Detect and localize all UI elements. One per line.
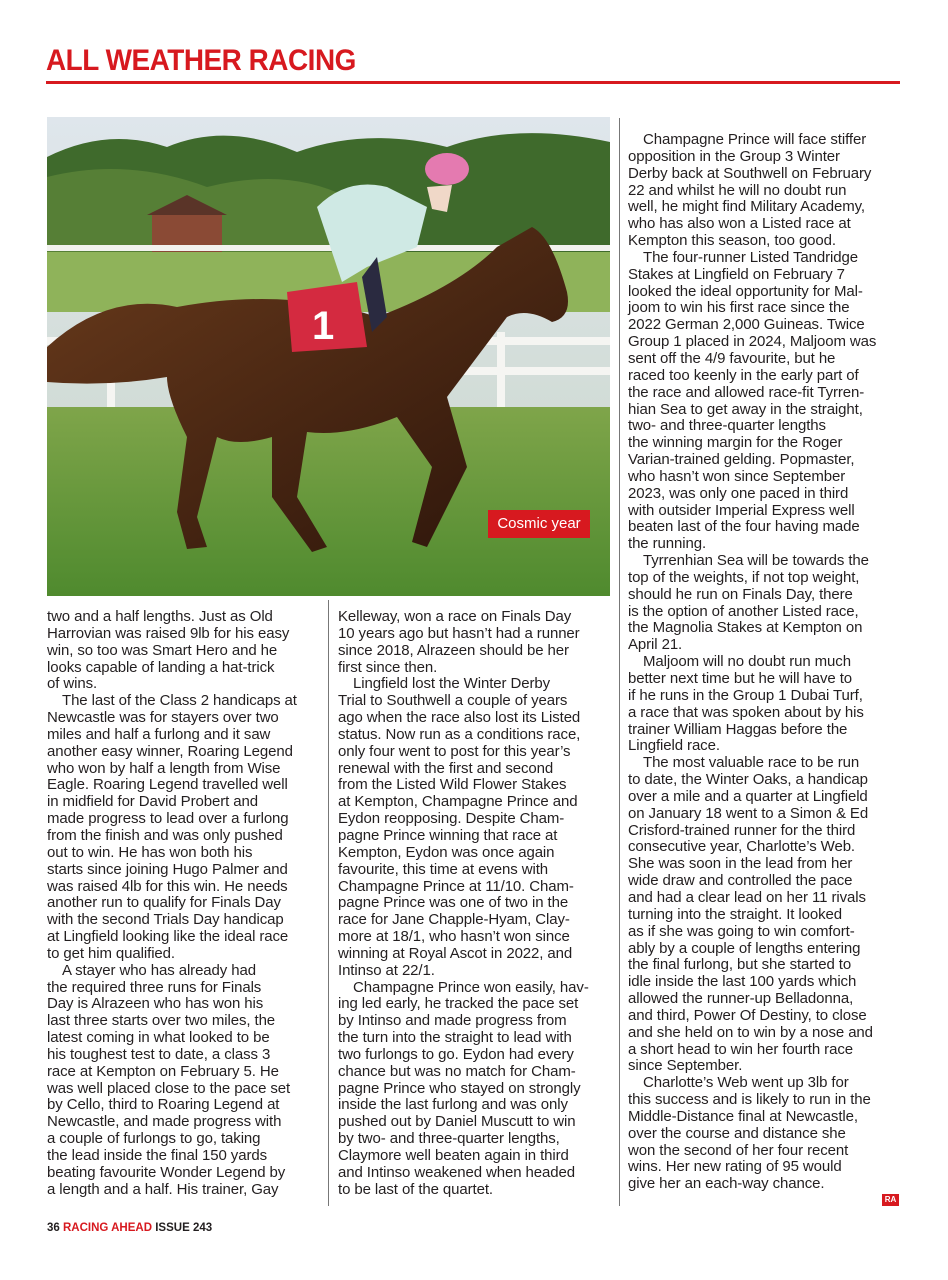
text-line: looked the ideal opportunity for Mal-	[628, 282, 863, 300]
article-paragraph	[338, 676, 589, 979]
text-line: pagne Prince who stayed on strongly	[338, 1079, 581, 1097]
text-line: The four-runner Listed Tandridge	[643, 248, 858, 266]
text-line: another easy winner, Roaring Legend	[47, 742, 293, 760]
text-line: who hasn’t won since September	[628, 467, 846, 485]
text-line: idle inside the last 100 yards which	[628, 973, 857, 991]
text-line: a couple of furlongs to go, taking	[47, 1130, 261, 1148]
text-line: to be last of the quartet.	[338, 1180, 494, 1198]
text-line: since 2018, Alrazeen should be her	[338, 641, 569, 659]
article-paragraph	[47, 693, 297, 963]
text-line: Newcastle was for stayers over two	[47, 709, 279, 727]
article-paragraph	[338, 980, 589, 1199]
text-line: Group 1 placed in 2024, Maljoom was	[628, 333, 877, 351]
article-paragraph	[628, 654, 876, 755]
text-line: She was soon in the lead from her	[628, 855, 853, 873]
text-line: latest coming in what looked to be	[47, 1029, 270, 1047]
text-line: Champagne Prince won easily, hav-	[353, 978, 589, 996]
text-line: over a mile and a quarter at Lingfield	[628, 787, 868, 805]
text-line: at Kempton, Champagne Prince and	[338, 793, 578, 811]
text-line: 2022 German 2,000 Guineas. Twice	[628, 316, 865, 334]
text-line: wins. Her new rating of 95 would	[628, 1158, 842, 1176]
text-line: Derby back at Southwell on February	[628, 164, 872, 182]
text-line: inside the last furlong and was only	[338, 1096, 568, 1114]
text-line: Newcastle, and made progress with	[47, 1113, 282, 1131]
text-line: Tyrrenhian Sea will be towards the	[643, 552, 869, 570]
text-line: trainer William Haggas before the	[628, 720, 848, 738]
text-line: better next time but he will have to	[628, 670, 853, 687]
photo-caption: Cosmic year	[488, 510, 590, 538]
text-line: two and a half lengths. Just as Old	[47, 608, 273, 625]
issue-number: ISSUE 243	[155, 1222, 213, 1234]
text-line: chance but was no match for Cham-	[338, 1062, 576, 1080]
text-line: pagne Prince was one of two in the	[338, 894, 569, 912]
page-footer	[47, 1222, 212, 1234]
text-line: by Intinso and made progress from	[338, 1012, 567, 1030]
text-line: and she held on to win by a nose and	[628, 1023, 873, 1041]
text-line: who won by half a length from Wise	[47, 759, 281, 777]
text-line: a short head to win her fourth race	[628, 1040, 853, 1058]
article-column-1	[47, 609, 297, 1199]
text-line: Middle-Distance final at Newcastle,	[628, 1107, 858, 1125]
text-line: to get him qualified.	[47, 944, 175, 962]
text-line: on January 18 went to a Simon & Ed	[628, 804, 869, 822]
text-line: beaten last of the four having made	[628, 518, 860, 536]
text-line: Lingfield race.	[628, 737, 720, 755]
text-line: two- and three-quarter lengths	[628, 417, 826, 435]
text-line: by Cello, third to Roaring Legend at	[47, 1096, 280, 1114]
text-line: at Lingfield looking like the ideal race	[47, 928, 289, 946]
article-paragraph	[628, 250, 876, 553]
text-line: Day is Alrazeen who has won his	[47, 995, 264, 1013]
text-line: from the Listed Wild Flower Stakes	[338, 776, 567, 794]
article-paragraph	[47, 963, 297, 1199]
article-column-3	[628, 132, 876, 1193]
article-paragraph	[628, 755, 876, 1075]
text-line: give her an each-way chance.	[628, 1175, 825, 1193]
column-divider	[328, 600, 329, 1206]
text-line: a length and a half. His trainer, Gay	[47, 1180, 279, 1198]
end-mark-logo: RA	[882, 1194, 899, 1206]
text-line: ago when the race also lost its Listed	[338, 709, 581, 727]
text-line: pushed out by Daniel Muscutt to win	[338, 1113, 576, 1131]
text-line: with outsider Imperial Express well	[628, 501, 855, 519]
text-line: race at Kempton on February 5. He	[47, 1062, 279, 1080]
text-line: winning at Royal Ascot in 2022, and	[338, 944, 573, 962]
horse-racing-photo	[47, 117, 610, 596]
text-line: Charlotte’s Web went up 3lb for	[643, 1074, 849, 1092]
text-line: who has also won a Listed race at	[628, 215, 851, 233]
text-line: the winning margin for the Roger	[628, 434, 843, 452]
text-line: A stayer who has already had	[62, 961, 256, 979]
text-line: well, he might find Military Academy,	[628, 198, 865, 216]
text-line: Trial to Southwell a couple of years	[338, 692, 568, 710]
text-line: first since then.	[338, 658, 438, 676]
text-line: race for Jane Chapple-Hyam, Clay-	[338, 911, 570, 929]
text-line: in midfield for David Probert and	[47, 793, 258, 811]
text-line: Eydon reopposing. Despite Cham-	[338, 810, 565, 828]
text-line: win, so too was Smart Hero and he	[47, 641, 278, 659]
page-number: 36	[47, 1222, 60, 1234]
text-line: and Intinso weakened when headed	[338, 1163, 575, 1181]
text-line: beating favourite Wonder Legend by	[47, 1163, 286, 1181]
text-line: Eagle. Roaring Legend travelled well	[47, 776, 288, 794]
text-line: out to win. He has won both his	[47, 843, 253, 861]
text-line: starts since joining Hugo Palmer and	[47, 860, 288, 878]
text-line: 2023, was only one paced in third	[628, 484, 849, 502]
text-line: of wins.	[47, 675, 98, 693]
text-line: and third, Power Of Destiny, to close	[628, 1006, 867, 1024]
text-line: Varian-trained gelding. Popmaster,	[628, 451, 855, 469]
text-line: 22 and whilst he will no doubt run	[628, 181, 847, 199]
section-title: ALL WEATHER RACING	[46, 44, 356, 77]
text-line: the required three runs for Finals	[47, 978, 262, 996]
text-line: this success and is likely to run in the	[628, 1091, 871, 1109]
text-line: only four went to post for this year’s	[338, 742, 571, 760]
text-line: Kempton, Eydon was once again	[338, 843, 555, 861]
text-line: consecutive year, Charlotte’s Web.	[628, 838, 855, 856]
column-divider	[619, 118, 620, 1206]
magazine-brand: RACING AHEAD	[63, 1222, 153, 1234]
text-line: since September.	[628, 1057, 743, 1075]
text-line: the final furlong, but she started to	[628, 956, 852, 974]
text-line: 10 years ago but hasn’t had a runner	[338, 624, 580, 642]
text-line: as if she was going to win comfort-	[628, 922, 855, 940]
text-line: another run to qualify for Finals Day	[47, 894, 281, 912]
text-line: miles and half a furlong and it saw	[47, 725, 271, 743]
text-line: turning into the straight. It looked	[628, 905, 843, 923]
text-line: Champagne Prince at 11/10. Cham-	[338, 877, 574, 895]
text-line: pagne Prince winning that race at	[338, 826, 558, 844]
text-line: Crisford-trained runner for the third	[628, 821, 856, 839]
text-line: raced too keenly in the early part of	[628, 366, 859, 384]
text-line: Kempton this season, too good.	[628, 232, 836, 250]
text-line: two furlongs to go. Eydon had every	[338, 1045, 574, 1063]
text-line: Champagne Prince will face stiffer	[643, 131, 867, 148]
article-paragraph	[47, 609, 297, 693]
text-line: looks capable of landing a hat-trick	[47, 658, 275, 676]
text-line: opposition in the Group 3 Winter	[628, 147, 840, 165]
article-paragraph	[628, 1075, 876, 1193]
text-line: the lead inside the final 150 yards	[47, 1147, 267, 1164]
text-line: status. Now run as a conditions race,	[338, 725, 581, 743]
text-line: his toughest test to date, a class 3	[47, 1045, 271, 1063]
text-line: ing led early, he tracked the pace set	[338, 995, 579, 1013]
text-line: Lingfield lost the Winter Derby	[353, 675, 550, 693]
text-line: last three starts over two miles, the	[47, 1012, 276, 1030]
text-line: more at 18/1, who hasn’t won since	[338, 928, 570, 946]
text-line: over the course and distance she	[628, 1124, 846, 1142]
text-line: from the finish and was only pushed	[47, 826, 283, 844]
text-line: with the second Trials Day handicap	[47, 911, 284, 929]
text-line: Harrovian was raised 9lb for his easy	[47, 624, 290, 642]
text-line: the Magnolia Stakes at Kempton on	[628, 619, 863, 637]
text-line: sent off the 4/9 favourite, but he	[628, 349, 836, 367]
text-line: wide draw and controlled the pace	[628, 872, 853, 890]
text-line: favourite, this time at evens with	[338, 860, 549, 878]
text-line: Maljoom will no doubt run much	[643, 653, 851, 671]
text-line: The last of the Class 2 handicaps at	[62, 692, 297, 710]
text-line: Stakes at Lingfield on February 7	[628, 265, 845, 283]
text-line: won the second of her four recent	[628, 1141, 849, 1159]
text-line: made progress to lead over a furlong	[47, 810, 289, 828]
text-line: joom to win his first race since the	[628, 299, 850, 317]
saddlecloth-number: 1	[312, 304, 335, 348]
title-rule	[46, 81, 900, 84]
text-line: allowed the runner-up Belladonna,	[628, 990, 854, 1008]
text-line: the turn into the straight to lead with	[338, 1029, 572, 1047]
article-paragraph	[628, 553, 876, 654]
text-line: the race and allowed race-fit Tyrren-	[628, 383, 865, 401]
text-line: should he run on Finals Day, there	[628, 585, 853, 603]
text-line: ably by a couple of lengths entering	[628, 939, 861, 957]
article-column-2	[338, 609, 589, 1199]
text-line: Intinso at 22/1.	[338, 961, 435, 979]
text-line: the running.	[628, 535, 707, 553]
text-line: Claymore well beaten again in third	[338, 1147, 569, 1164]
text-line: to date, the Winter Oaks, a handicap	[628, 771, 868, 789]
text-line: by two- and three-quarter lengths,	[338, 1130, 560, 1148]
text-line: The most valuable race to be run	[643, 754, 860, 772]
text-line: April 21.	[628, 636, 683, 654]
text-line: and had a clear lead on her 11 rivals	[628, 888, 866, 906]
text-line: is the option of another Listed race,	[628, 602, 859, 620]
text-line: renewal with the first and second	[338, 759, 554, 777]
article-paragraph	[338, 609, 589, 676]
text-line: a race that was spoken about by his	[628, 703, 864, 721]
text-line: if he runs in the Group 1 Dubai Turf,	[628, 686, 863, 704]
text-line: was well placed close to the pace set	[47, 1079, 291, 1097]
article-paragraph	[628, 132, 876, 250]
text-line: hian Sea to get away in the straight,	[628, 400, 863, 418]
text-line: was raised 4lb for this win. He needs	[47, 877, 288, 895]
text-line: Kelleway, won a race on Finals Day	[338, 608, 572, 625]
text-line: top of the weights, if not top weight,	[628, 568, 860, 586]
